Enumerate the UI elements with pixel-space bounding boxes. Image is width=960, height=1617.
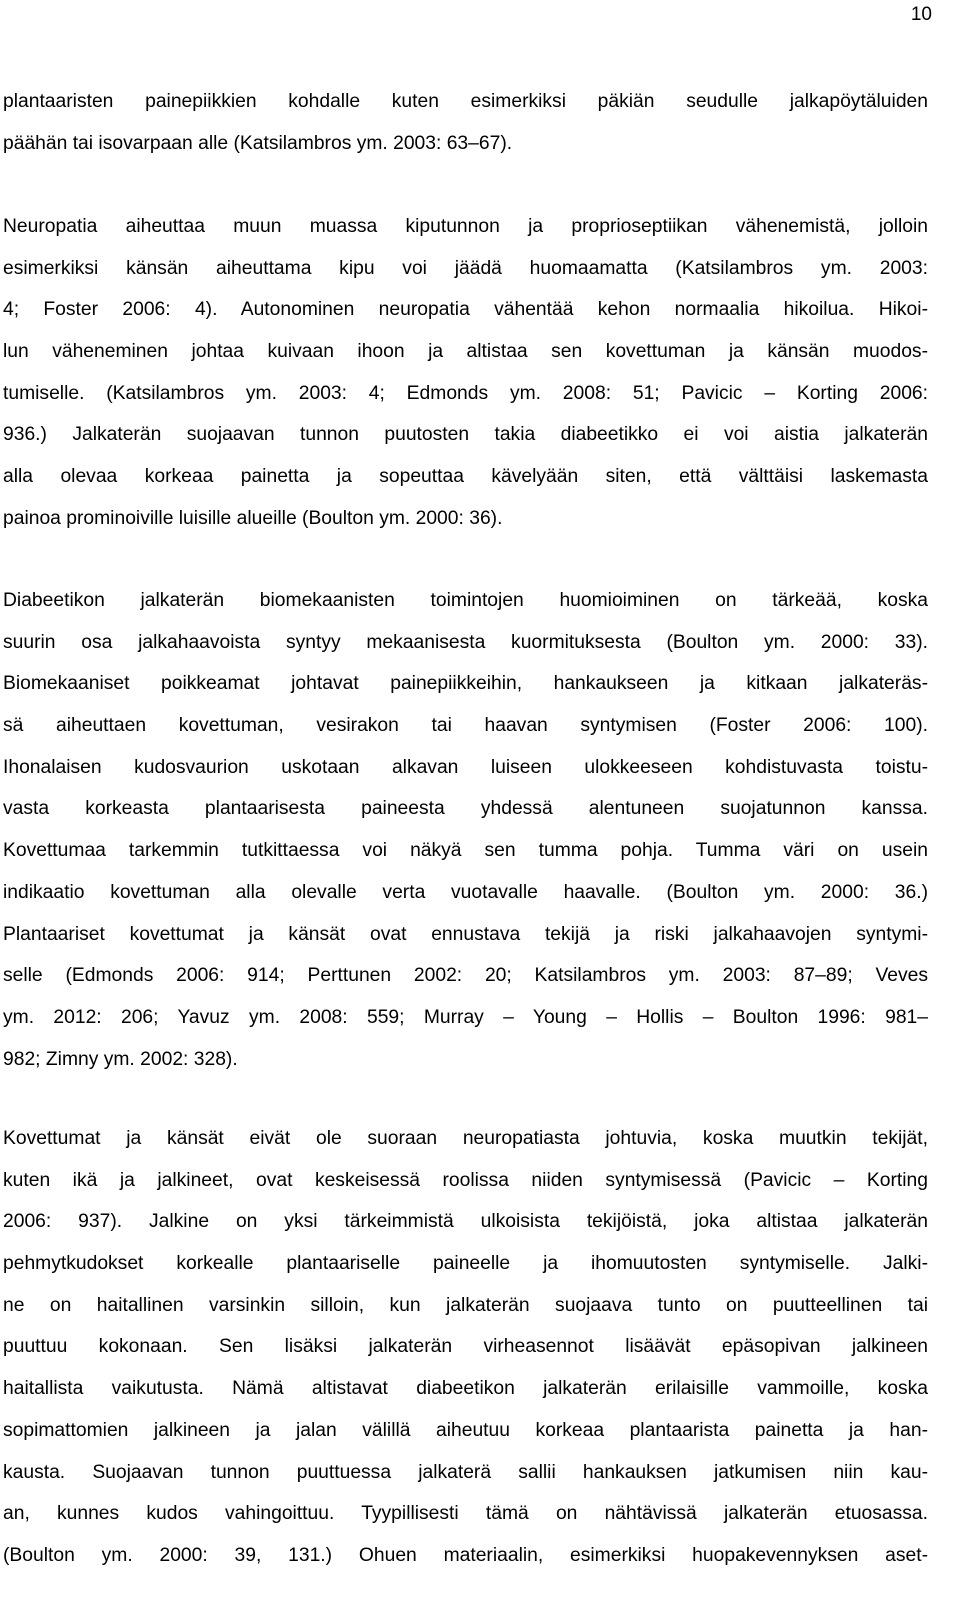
text-line: esimerkiksi känsän aiheuttama kipu voi jäädä huomaamatta (Katsilambros ym. 2003: <box>3 257 928 279</box>
text-line: 2006: 937). Jalkine on yksi tärkeimmistä ulkoisista tekijöistä, joka altistaa jalkaterän <box>3 1211 928 1233</box>
text-line: tumiselle. (Katsilambros ym. 2003: 4; Edmonds ym. 2008: 51; Pavicic – Korting 2006: <box>3 382 928 404</box>
text-line: Ihonalaisen kudosvaurion uskotaan alkavan luiseen ulokkeeseen kohdistuvasta toistu- <box>3 756 928 778</box>
text-line: Kovettumat ja känsät eivät ole suoraan neuropatiasta johtuvia, koska muutkin tekijät, <box>3 1128 928 1149</box>
paragraph-1 <box>3 81 928 164</box>
text-line: puuttuu kokonaan. Sen lisäksi jalkaterän virheasennot lisäävät epäsopivan jalkineen <box>3 1336 928 1358</box>
text-line: ne on haitallinen varsinkin silloin, kun jalkaterän suojaava tunto on puutteellinen tai <box>3 1294 928 1316</box>
text-line: sä aiheuttaen kovettuman, vesirakon tai haavan syntymisen (Foster 2006: 100). <box>3 715 928 737</box>
text-line: päähän tai isovarpaan alle (Katsilambros ym. 2003: 63–67). <box>3 132 513 154</box>
text-line: lun väheneminen johtaa kuivaan ihoon ja altistaa sen kovettuman ja känsän muodos- <box>3 341 928 363</box>
paragraph-4 <box>3 1118 928 1577</box>
text-line: 982; Zimny ym. 2002: 328). <box>3 1048 238 1070</box>
text-line: selle (Edmonds 2006: 914; Perttunen 2002: 20; Katsilambros ym. 2003: 87–89; Veves <box>3 965 928 987</box>
text-line: an, kunnes kudos vahingoittuu. Tyypillisesti tämä on nähtävissä jalkaterän etuosassa. <box>3 1503 928 1525</box>
text-line: Diabeetikon jalkaterän biomekaanisten toimintojen huomioiminen on tärkeää, koska <box>3 590 928 611</box>
text-line: (Boulton ym. 2000: 39, 131.) Ohuen materiaalin, esimerkiksi huopakevennyksen aset- <box>3 1544 928 1566</box>
text-line: haitallista vaikutusta. Nämä altistavat diabeetikon jalkaterän erilaisille vammoille, koska <box>3 1378 928 1400</box>
text-line: 4; Foster 2006: 4). Autonominen neuropatia vähentää kehon normaalia hikoilua. Hikoi- <box>3 299 928 321</box>
text-line: plantaaristen painepiikkien kohdalle kuten esimerkiksi päkiän seudulle jalkapöytäluiden <box>3 91 928 112</box>
text-line: vasta korkeasta plantaarisesta paineesta yhdessä alentuneen suojatunnon kanssa. <box>3 798 928 820</box>
text-line: pehmytkudokset korkealle plantaariselle paineelle ja ihomuutosten syntymiselle. Jalki- <box>3 1253 928 1275</box>
text-line: Neuropatia aiheuttaa muun muassa kiputunnon ja proprioseptiikan vähenemistä, jolloin <box>3 216 928 237</box>
paragraph-2 <box>3 206 928 540</box>
page-number: 10 <box>910 4 932 25</box>
text-line: Kovettumaa tarkemmin tutkittaessa voi näkyä sen tumma pohja. Tumma väri on usein <box>3 840 928 862</box>
text-line: Biomekaaniset poikkeamat johtavat painepiikkeihin, hankaukseen ja kitkaan jalkateräs- <box>3 673 928 695</box>
text-line: kuten ikä ja jalkineet, ovat keskeisessä roolissa niiden syntymisessä (Pavicic – Korting <box>3 1169 928 1191</box>
text-line: kausta. Suojaavan tunnon puuttuessa jalkaterä sallii hankauksen jatkumisen niin kau- <box>3 1461 928 1483</box>
text-line: sopimattomien jalkineen ja jalan välillä aiheutuu korkeaa plantaarista painetta ja han- <box>3 1419 928 1441</box>
text-line: 936.) Jalkaterän suojaavan tunnon puutosten takia diabeetikko ei voi aistia jalkaterän <box>3 424 928 446</box>
paragraph-3 <box>3 580 928 1080</box>
text-line: Plantaariset kovettumat ja känsät ovat ennustava tekijä ja riski jalkahaavojen syntymi- <box>3 923 928 945</box>
text-line: painoa prominoiville luisille alueille (Boulton ym. 2000: 36). <box>3 507 503 529</box>
text-line: ym. 2012: 206; Yavuz ym. 2008: 559; Murray – Young – Hollis – Boulton 1996: 981– <box>3 1006 928 1028</box>
text-line: indikaatio kovettuman alla olevalle verta vuotavalle haavalle. (Boulton ym. 2000: 36.) <box>3 881 928 903</box>
text-line: suurin osa jalkahaavoista syntyy mekaanisesta kuormituksesta (Boulton ym. 2000: 33). <box>3 631 928 653</box>
text-line: alla olevaa korkeaa painetta ja sopeuttaa kävelyään siten, että välttäisi laskemasta <box>3 466 928 488</box>
